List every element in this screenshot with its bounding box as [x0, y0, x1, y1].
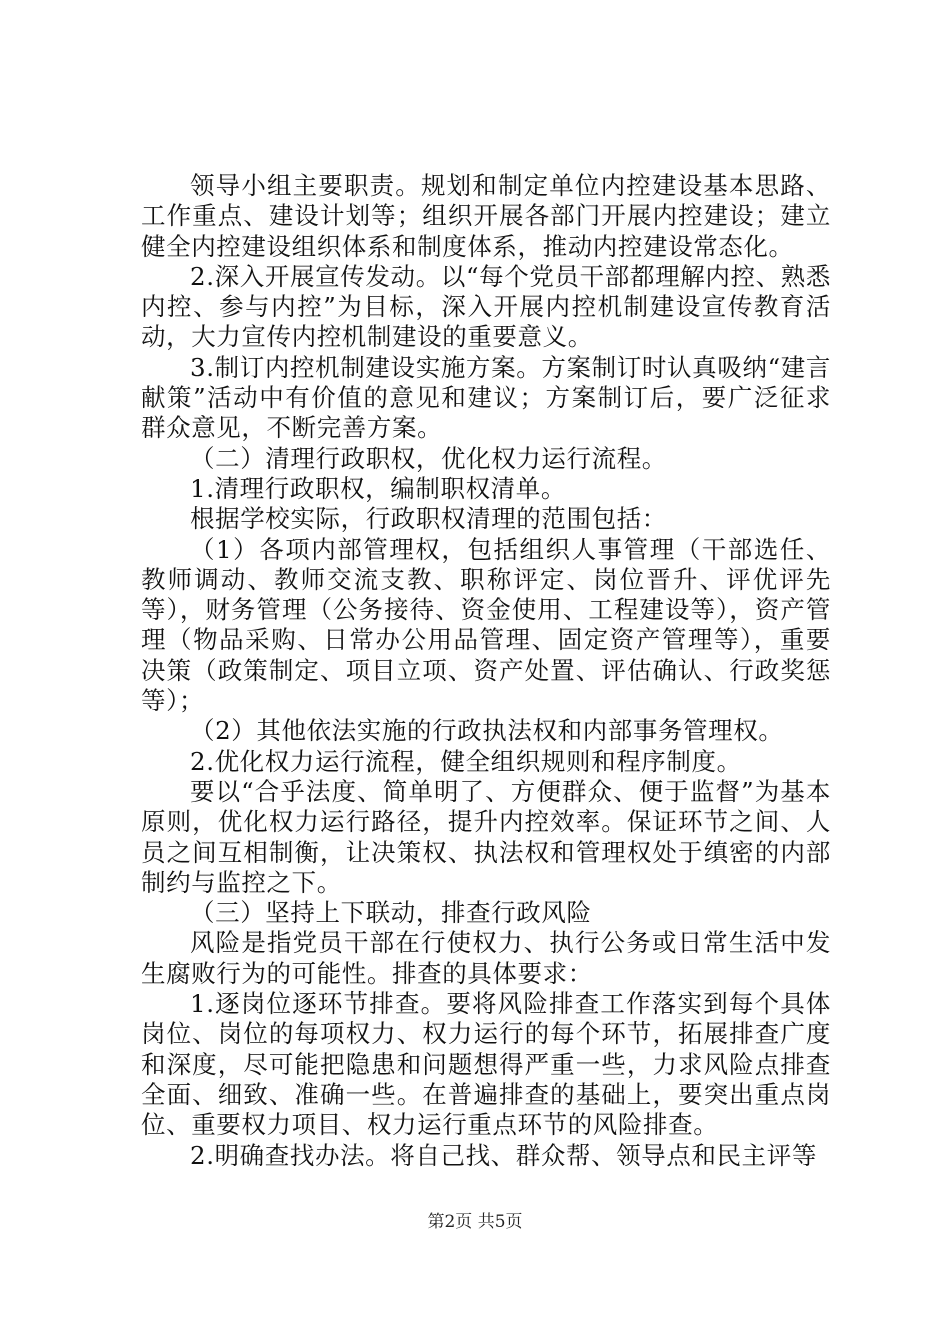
paragraph-optimize-process: 2.优化权力运行流程，健全组织规则和程序制度。 [190, 746, 742, 776]
section-heading-2: （二）清理行政职权，优化权力运行流程。 [190, 443, 667, 473]
paragraph-leadership-duties: 领导小组主要职责。规划和制定单位内控建设基本思路、工作重点、建设计划等；组织开展各部门开展内控建设；建立健全内控建设组织体系和制度体系，推动内控建设常态化。 [141, 171, 831, 261]
paragraph-other-powers: （2）其他依法实施的行政执法权和内部事务管理权。 [190, 716, 784, 746]
section-heading-3: （三）坚持上下联动，排查行政风险 [190, 898, 592, 928]
paragraph-post-by-post: 1.逐岗位逐环节排查。要将风险排查工作落实到每个具体岗位、岗位的每项权力、权力运行的每个环节，拓展排查广度和深度，尽可能把隐患和问题想得严重一些，力求风险点排查全面、细致、准确一些。在普遍排查的基础上，要突出重点岗位、重要权力项目、权力运行重点环节的风险排查。 [141, 989, 831, 1140]
page-number-footer: 第2页 共5页 [427, 1212, 523, 1232]
paragraph-find-methods: 2.明确查找办法。将自己找、群众帮、领导点和民主评等 [190, 1140, 817, 1170]
paragraph-principles: 要以“合乎法度、简单明了、方便群众、便于监督”为基本原则，优化权力运行路径，提升内控效率。保证环节之间、人员之间互相制衡，让决策权、执法权和管理权处于缜密的内部制约与监控之下。 [141, 776, 831, 897]
paragraph-publicity: 2.深入开展宣传发动。以“每个党员干部都理解内控、熟悉内控、参与内控”为目标，深入开展内控机制建设宣传教育活动，大力宣传内控机制建设的重要意义。 [141, 261, 831, 352]
paragraph-implementation-plan: 3.制订内控机制建设实施方案。方案制订时认真吸纳“建言献策”活动中有价值的意见和建议；方案制订后，要广泛征求群众意见，不断完善方案。 [141, 352, 831, 443]
paragraph-risk-definition: 风险是指党员干部在行使权力、执行公务或日常生活中发生腐败行为的可能性。排查的具体要求： [141, 928, 831, 988]
paragraph-scope: 根据学校实际，行政职权清理的范围包括： [190, 504, 667, 534]
document-body [141, 171, 831, 1171]
paragraph-internal-management: （1）各项内部管理权，包括组织人事管理（干部选任、教师调动、教师交流支教、职称评定、岗位晋升、评优评先等），财务管理（公务接待、资金使用、工程建设等），资产管理（物品采购、日常办公用品管理、固定资产管理等），重要决策（政策制定、项目立项、资产处置、评估确认、行政奖惩等）； [141, 534, 831, 716]
paragraph-clear-powers: 1.清理行政职权，编制职权清单。 [190, 473, 566, 503]
